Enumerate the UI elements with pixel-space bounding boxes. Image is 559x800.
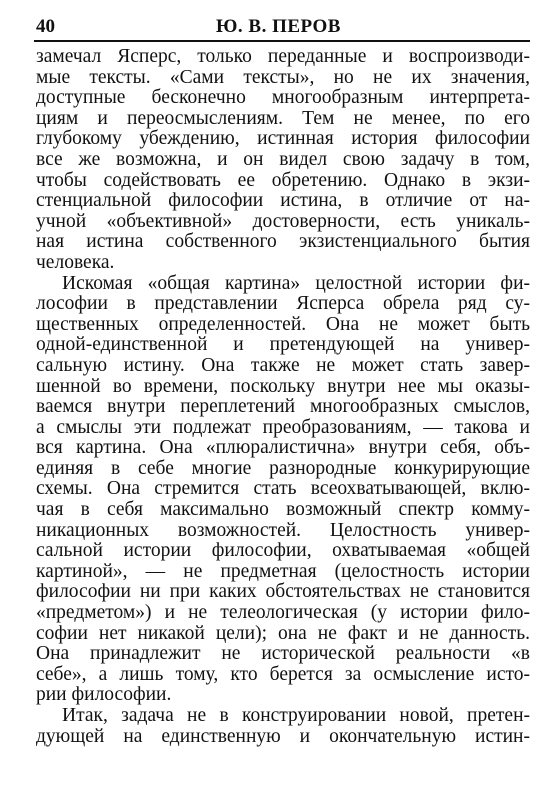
text-line: ная истина собственного экзистенциального бытия (36, 232, 530, 253)
text-line: учной «объективной» достоверности, есть уникаль- (36, 211, 530, 232)
text-line: схемы. Она стремится стать всеохватывающей, вклю- (36, 479, 530, 500)
text-line: единяя в себе многие разнородные конкурирующие (36, 458, 530, 479)
running-head: Ю. В. ПЕРОВ (216, 16, 341, 37)
text-line: циям и переосмыслениям. Тем не менее, по его (36, 108, 530, 129)
text-line: одной-единственной и претендующей на универ- (36, 335, 530, 356)
text-line: дующей на единственную и окончательную истин- (36, 726, 530, 747)
text-line: человека. (36, 252, 115, 273)
text-line: стенциальной философии истина, в отличие от на- (36, 191, 530, 212)
paragraph (36, 274, 530, 706)
text-line: лософии в представлении Ясперса обрела ряд су- (36, 294, 530, 315)
page-number: 40 (36, 16, 55, 37)
text-line: доступные бесконечно многообразным интерпрета- (36, 88, 530, 109)
paragraph (36, 706, 530, 747)
text-line: софии нет никакой цели); она не факт и не данность. (36, 623, 530, 644)
text-line: Искомая «общая картина» целостной истории фи- (62, 273, 530, 294)
text-line: себе», а лишь тому, кто берется за осмысление исто- (36, 664, 530, 685)
text-line: Итак, задача не в конструировании новой, претен- (62, 706, 530, 726)
text-line: философии ни при каких обстоятельствах не становится (36, 582, 530, 603)
body-text (36, 47, 530, 747)
paragraph (36, 47, 530, 274)
text-line: замечал Ясперс, только переданные и воспроизводи- (36, 47, 530, 67)
text-line: сальной истории философии, охватываемая «общей (36, 541, 530, 562)
text-line: Она принадлежит не исторической реальности «в (36, 644, 530, 665)
text-line: чтобы содействовать ее обретению. Однако в экзи- (36, 170, 530, 191)
text-line: «предметом») и не телеологическая (у истории фило- (36, 603, 530, 624)
text-line: мые тексты. «Сами тексты», но не их значения, (36, 67, 530, 88)
text-line: шенной во времени, поскольку внутри нее мы оказы- (36, 376, 530, 397)
text-line: все же возможна, и он видел свою задачу в том, (36, 149, 530, 170)
text-line: щественных определенностей. Она не может быть (36, 314, 530, 335)
text-line: вся картина. Она «плюралистична» внутри себя, объ- (36, 438, 530, 459)
page-header (24, 8, 533, 42)
text-line: а смыслы эти подлежат преобразованиям, — такова и (36, 417, 530, 438)
header-rule (34, 40, 530, 42)
text-line: ваемся внутри переплетений многообразных смыслов, (36, 397, 530, 418)
text-line: чая в себя максимально возможный спектр комму- (36, 500, 530, 521)
text-line: глубокому убеждению, истинная история философии (36, 129, 530, 150)
text-line: картиной», — не предметная (целостность истории (36, 561, 530, 582)
text-line: никационных возможностей. Целостность универ- (36, 520, 530, 541)
text-line: рии философии. (36, 685, 172, 706)
text-line: сальную истину. Она также не может стать завер- (36, 355, 530, 376)
